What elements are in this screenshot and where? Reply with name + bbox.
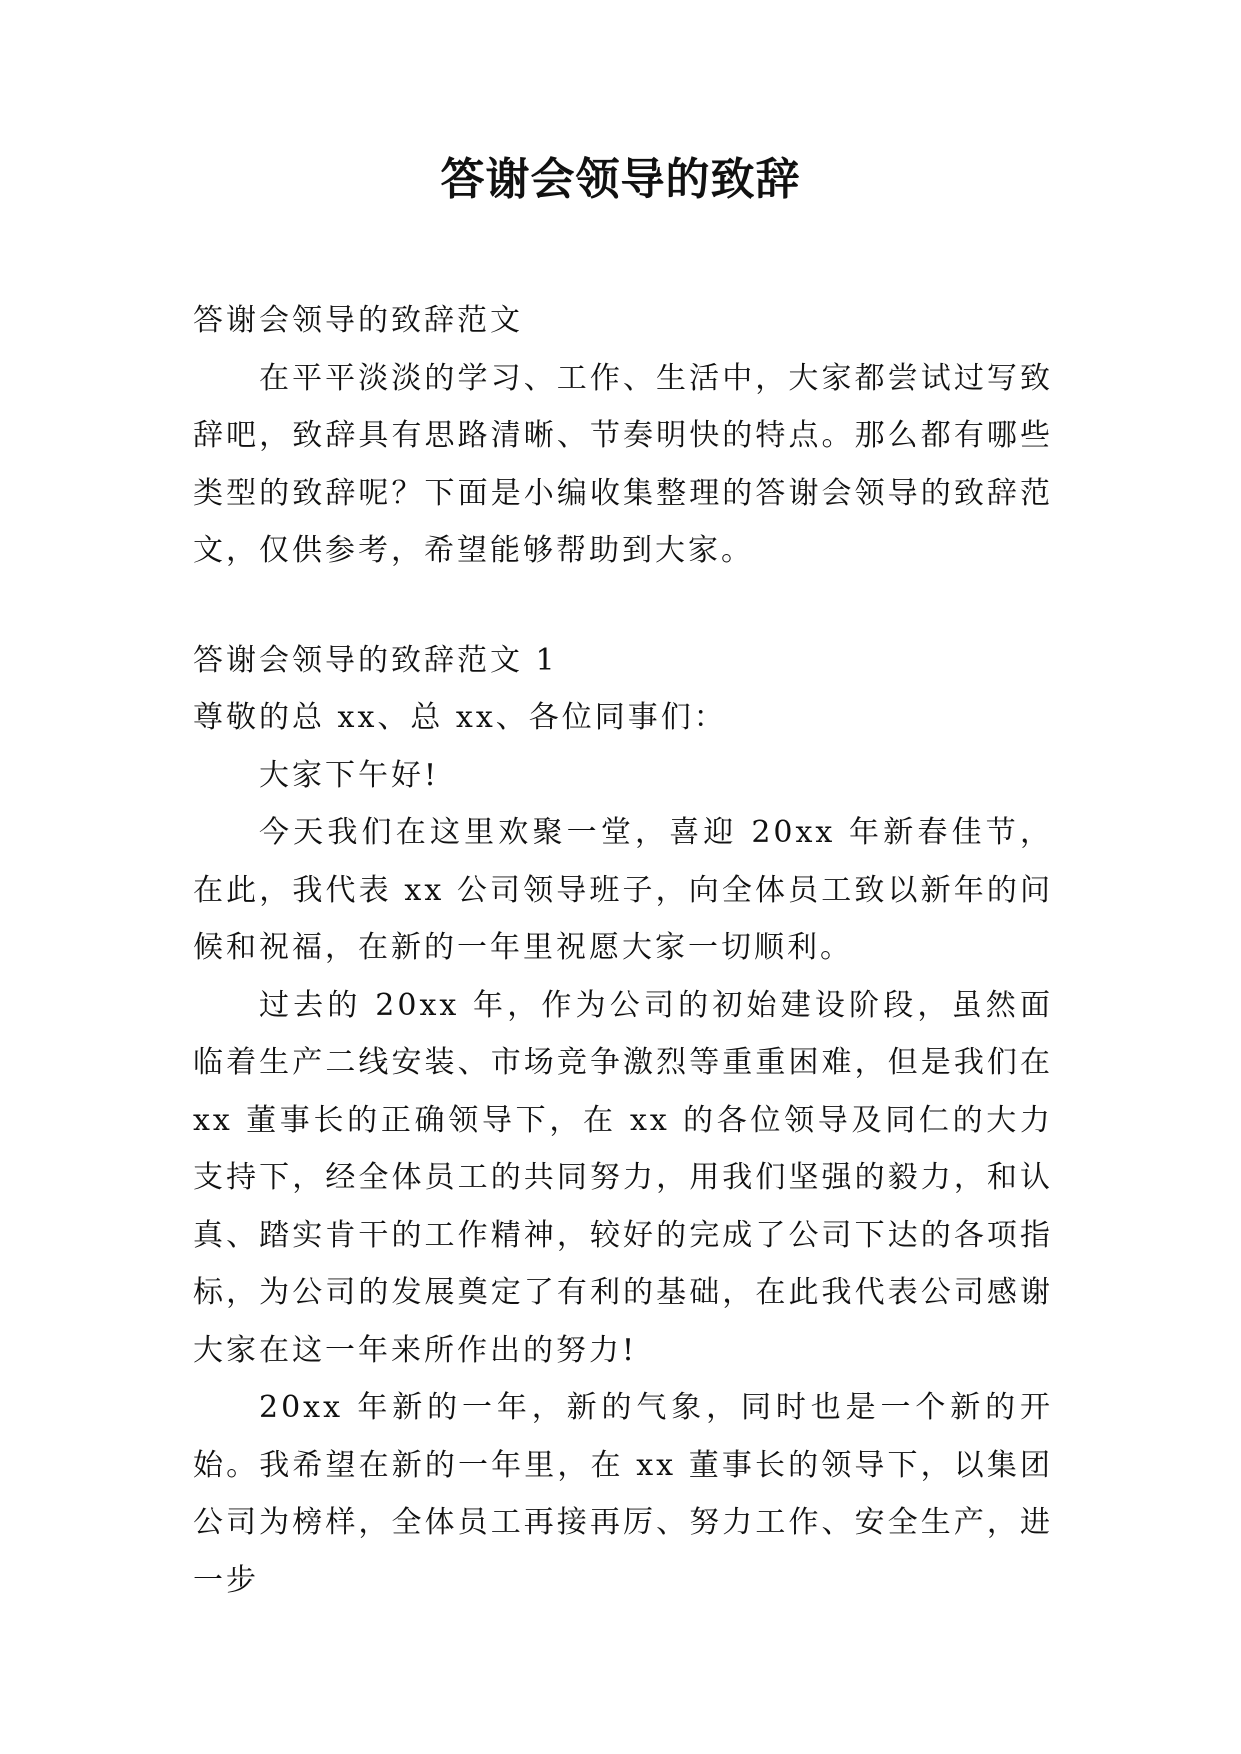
section-heading: 答谢会领导的致辞范文 1 bbox=[193, 642, 558, 678]
greeting: 大家下午好! bbox=[259, 757, 440, 793]
document-title: 答谢会领导的致辞 bbox=[440, 154, 801, 205]
salutation: 尊敬的总 xx、总 xx、各位同事们： bbox=[193, 700, 727, 735]
body-paragraph: 过去的 20xx 年，作为公司的初始建设阶段，虽然面临着生产二线安装、市场竞争激烈等重重困难，但是我们在 xx 董事长的正确领导下，在 xx 的各位领导及同仁的大力支持下，经全体员工的共同努力，用我们坚强的毅力，和认真、踏实肯干的工作精神，较好的完成了公司下达的各项指标，为公司的发展奠定了有利的基础，在此我代表公司感谢大家在这一年来所作出的努力! bbox=[193, 987, 1053, 1368]
section-spacer bbox=[193, 580, 1053, 632]
document-subtitle: 答谢会领导的致辞范文 bbox=[193, 303, 523, 338]
intro-paragraph: 在平平淡淡的学习、工作、生活中，大家都尝试过写致辞吧，致辞具有思路清晰、节奏明快的特点。那么都有哪些类型的致辞呢？下面是小编收集整理的答谢会领导的致辞范文，仅供参考，希望能够帮助到大家。 bbox=[193, 360, 1053, 568]
body-paragraph: 今天我们在这里欢聚一堂，喜迎 20xx 年新春佳节，在此，我代表 xx 公司领导班子，向全体员工致以新年的问候和祝福，在新的一年里祝愿大家一切顺利。 bbox=[193, 815, 1053, 965]
document-body bbox=[193, 292, 1053, 1609]
body-paragraph: 20xx 年新的一年，新的气象，同时也是一个新的开始。我希望在新的一年里，在 xx 董事长的领导下，以集团公司为榜样，全体员工再接再厉、努力工作、安全生产，进一步 bbox=[193, 1390, 1053, 1598]
